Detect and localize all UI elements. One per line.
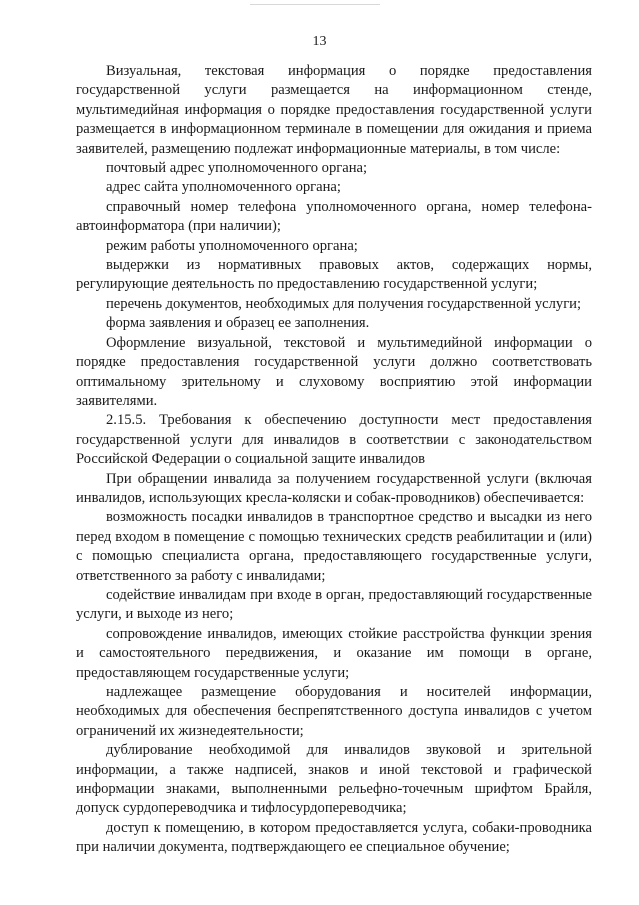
- list-item-equipment-placement: надлежащее размещение оборудования и носителей информации, необходимых для обеспечения беспрепятственного доступа инвалидов с учетом ограничений их жизнедеятельности;: [76, 684, 592, 739]
- list-item-information-duplication: дублирование необходимой для инвалидов звуковой и зрительной информации, а также надписей, знаков и иной текстовой и графической информации знаками, выполненными рельефно-точечным шрифтом Брайля, допуск сурдопереводчика и тифлосурдопереводчика;: [76, 742, 592, 817]
- list-item-application-form: форма заявления и образец ее заполнения.: [106, 315, 370, 332]
- list-item-working-hours: режим работы уполномоченного органа;: [106, 237, 358, 254]
- list-item-postal-address: почтовый адрес уполномоченного органа;: [106, 160, 368, 177]
- list-item-phone: справочный номер телефона уполномоченного органа, номер телефона-автоинформатора (при наличии);: [76, 198, 592, 235]
- list-item-documents: перечень документов, необходимых для получения государственной услуги;: [106, 295, 582, 312]
- list-item-escort: сопровождение инвалидов, имеющих стойкие расстройства функции зрения и самостоятельного передвижения, и оказание им помощи в органе, предоставляющем государственные услуги;: [76, 625, 592, 681]
- page-number: 13: [312, 34, 327, 49]
- paragraph-design-requirements: Оформление визуальной, текстовой и мультимедийной информации о порядке предоставления государственной услуги должно соответствовать оптимальному зрительному и слуховому восприятию этой информации заявителями.: [76, 334, 592, 409]
- section-heading-2-15-5: 2.15.5. Требования к обеспечению доступности мест предоставления государственной услуги для инвалидов в соответствии с законодательством Российской Федерации о социальной защите инвалидов: [76, 412, 592, 468]
- list-item-guide-dog-access: доступ к помещению, в котором предоставляется услуга, собаки-проводника при наличии документа, подтверждающего ее специальное обучение;: [76, 819, 592, 856]
- scan-edge-line: [250, 4, 380, 5]
- list-item-transport: возможность посадки инвалидов в транспортное средство и высадки из него перед входом в помещение с помощью технических средств реабилитации и (или) с помощью специалиста органа, предоставляющего государственные услуги, ответственного за работу с инвалидами;: [76, 509, 592, 584]
- page-body: [76, 62, 592, 858]
- paragraph-info-materials: Визуальная, текстовая информация о порядке предоставления государственной услуги размещается на информационном стенде, мультимедийная информация о порядке предоставления государственной услуги размещается в информационном терминале в помещении для ожидания и приема заявителей, размещению подлежат информационные материалы, в том числе:: [76, 63, 592, 157]
- list-item-legal-extracts: выдержки из нормативных правовых актов, содержащих нормы, регулирующие деятельность по предоставлению государственной услуги;: [76, 257, 592, 293]
- paragraph-disabled-access-intro: При обращении инвалида за получением государственной услуги (включая инвалидов, использующих кресла-коляски и собак-проводников) обеспечивается:: [76, 470, 592, 506]
- list-item-website: адрес сайта уполномоченного органа;: [106, 179, 341, 196]
- list-item-entry-assistance: содействие инвалидам при входе в орган, предоставляющий государственные услуги, и выходе из него;: [76, 586, 592, 623]
